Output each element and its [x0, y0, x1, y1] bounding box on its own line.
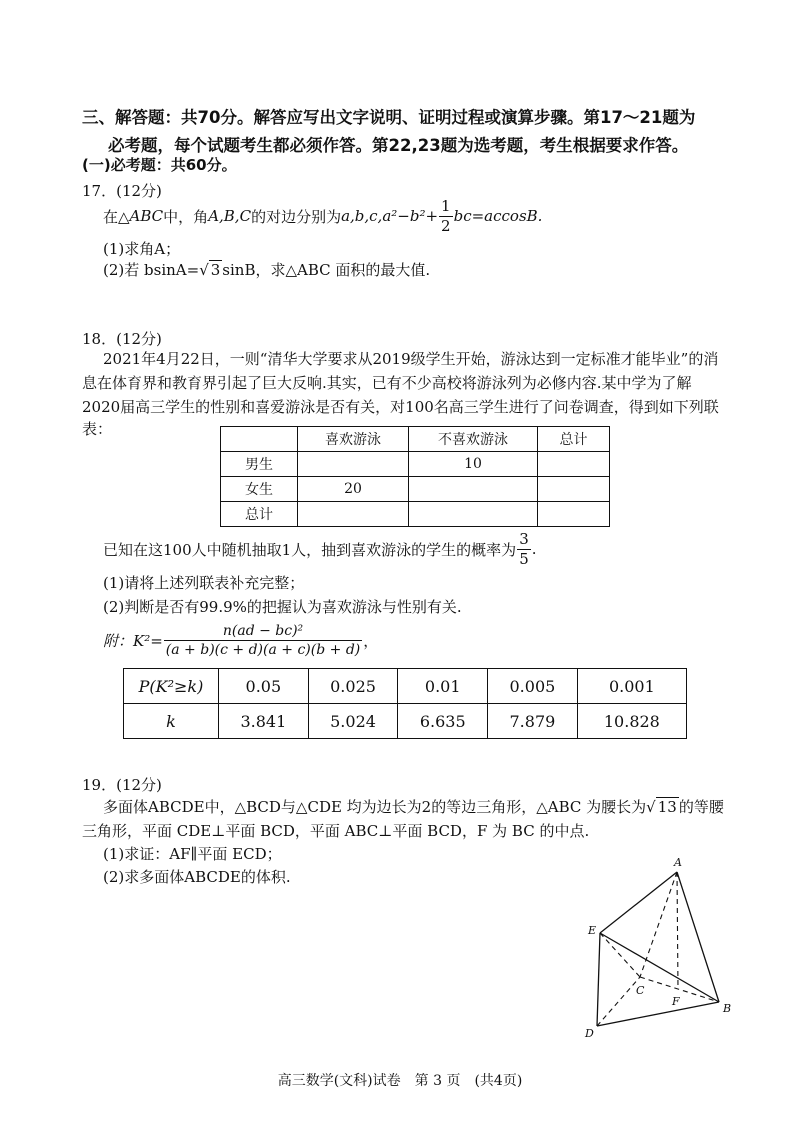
- q18-prob-fraction: [517, 529, 531, 568]
- table-cell: 3.841: [219, 704, 309, 739]
- table-row: [124, 704, 687, 739]
- edge-ac: [640, 872, 677, 977]
- label-e: E: [588, 924, 597, 937]
- edge-ae: [600, 872, 677, 933]
- critical-value-table: [123, 668, 687, 739]
- table-row: [221, 502, 610, 527]
- table-cell: [409, 502, 538, 527]
- q19-line2: 三角形，平面 CDE⊥平面 BCD，平面 ABC⊥平面 BCD，F 为 BC 的中点.: [82, 822, 590, 840]
- q19-line1-end: 的等腰: [678, 798, 724, 816]
- table-cell: 7.879: [488, 704, 578, 739]
- table-cell: [221, 427, 298, 452]
- table-cell: 女生: [221, 477, 298, 502]
- q19-part1: (1)求证：AF∥平面 ECD；: [103, 845, 282, 863]
- q17-part2-prefix: (2)若 bsinA=: [103, 261, 200, 279]
- table-header-cell: 总计: [538, 427, 610, 452]
- q17-part1: (1)求角A；: [103, 240, 181, 258]
- table-cell: 10.828: [577, 704, 686, 739]
- section-title-line2: 必考题，每个试题考生都必须作答。第22,23题为选考题，考生根据要求作答。: [108, 136, 689, 155]
- table-cell: [538, 502, 610, 527]
- table-header-row: [221, 427, 610, 452]
- q18-line1: 2021年4月22日，一则“清华大学要求从2019级学生开始，游泳达到一定标准才能毕业”的消: [103, 350, 719, 368]
- table-cell: 20: [298, 477, 409, 502]
- q17-frac-den: 2: [441, 216, 451, 235]
- q17-triangle: ABC: [129, 207, 164, 225]
- table-cell: k: [124, 704, 219, 739]
- table-cell: 男生: [221, 452, 298, 477]
- section-title-line1: 三、解答题：共70分。解答应写出文字说明、证明过程或演算步骤。第17～21题为: [82, 108, 696, 127]
- table-cell: P(K²≥k): [124, 669, 219, 704]
- q18-line3: 2020届高三学生的性别和喜爱游泳是否有关，对100名高三学生进行了问卷调查，得到如下列联: [82, 398, 719, 416]
- q19-line1: 多面体ABCDE中，△BCD与△CDE 均为边长为2的等边三角形，△ABC 为腰长为√ 13 的等腰: [103, 798, 724, 816]
- q18-line2: 息在体育界和教育界引起了巨大反响.其实，已有不少高校将游泳列为必修内容.某中学为了解: [82, 374, 692, 392]
- label-f: F: [672, 995, 680, 1008]
- table-cell: 0.05: [219, 669, 309, 704]
- table-cell: [298, 502, 409, 527]
- q17-stem: [103, 196, 543, 235]
- segment-af: [677, 872, 678, 989]
- table-cell: 5.024: [308, 704, 398, 739]
- q18-prob-num: 3: [519, 529, 529, 548]
- label-d: D: [585, 1027, 594, 1040]
- table-cell: 0.025: [308, 669, 398, 704]
- q18-formula-num: n(ad − bc)²: [164, 624, 362, 641]
- q18-prob-prefix: 已知在这100人中随机抽取1人，抽到喜欢游泳的学生的概率为: [103, 540, 517, 559]
- q18-part1: (1)请将上述列联表补充完整；: [103, 574, 305, 592]
- table-cell: 0.001: [577, 669, 686, 704]
- table-header-cell: 不喜欢游泳: [409, 427, 538, 452]
- q19-header: 19．(12分): [82, 776, 162, 794]
- q18-header: 18．(12分): [82, 330, 162, 348]
- q18-formula-end: ，: [363, 631, 379, 650]
- q17-header: 17．(12分): [82, 182, 162, 200]
- table-cell: 6.635: [398, 704, 488, 739]
- contingency-table: [220, 426, 610, 527]
- polyhedron-figure: [560, 850, 760, 1050]
- edge-eb: [600, 933, 719, 1002]
- table-cell: 0.01: [398, 669, 488, 704]
- q18-formula-den: (a + b)(c + d)(a + c)(b + d): [165, 641, 361, 658]
- q17-part2-sqrt: 3: [210, 261, 221, 279]
- table-cell: 总计: [221, 502, 298, 527]
- label-a: A: [674, 856, 682, 869]
- q18-formula-fraction: [164, 624, 362, 657]
- table-cell: [409, 477, 538, 502]
- edge-ed: [597, 933, 600, 1026]
- q18-prob-end: .: [531, 540, 537, 558]
- table-row: [221, 477, 610, 502]
- q17-part2-end: sinB，求△ABC 面积的最大值.: [222, 261, 431, 279]
- q17-sides: a,b,c,a²−b²+: [341, 207, 439, 225]
- q17-angles: A,B,C: [208, 207, 252, 225]
- q18-formula-prefix: 附：K²=: [103, 631, 163, 650]
- q17-stem-mid2: 的对边分别为: [251, 207, 342, 226]
- q19-part2: (2)求多面体ABCDE的体积.: [103, 868, 291, 886]
- q17-stem-end: bc=accosB.: [453, 207, 543, 225]
- table-cell: 10: [409, 452, 538, 477]
- q17-part2: (2)若 bsinA=√ 3 sinB，求△ABC 面积的最大值.: [103, 261, 431, 279]
- q18-line4: 表：: [82, 420, 113, 438]
- label-b: B: [723, 1002, 732, 1015]
- q18-prob-den: 5: [519, 549, 529, 568]
- q17-stem-prefix: 在△: [103, 207, 130, 226]
- q19-line1-sqrt: 13: [657, 798, 677, 816]
- page-footer: 高三数学(文科)试卷 第 3 页 (共4页): [277, 1073, 523, 1089]
- table-cell: 0.005: [488, 669, 578, 704]
- label-c: C: [636, 984, 645, 997]
- edge-ab: [677, 872, 719, 1002]
- q17-stem-mid: 中，角: [163, 207, 209, 226]
- table-row: [124, 669, 687, 704]
- q17-fraction: [439, 196, 453, 235]
- section-subtitle: (一)必考题：共60分。: [82, 156, 237, 174]
- edge-ec: [600, 933, 640, 977]
- q19-line1-prefix: 多面体ABCDE中，△BCD与△CDE 均为边长为2的等边三角形，△ABC 为腰长为: [103, 798, 647, 816]
- q18-part2: (2)判断是否有99.9%的把握认为喜欢游泳与性别有关.: [103, 598, 462, 616]
- table-cell: [538, 452, 610, 477]
- q18-probability: [103, 530, 537, 568]
- q17-frac-num: 1: [441, 196, 451, 215]
- table-cell: [298, 452, 409, 477]
- q18-formula: [103, 620, 378, 660]
- table-row: [221, 452, 610, 477]
- table-cell: [538, 477, 610, 502]
- table-header-cell: 喜欢游泳: [298, 427, 409, 452]
